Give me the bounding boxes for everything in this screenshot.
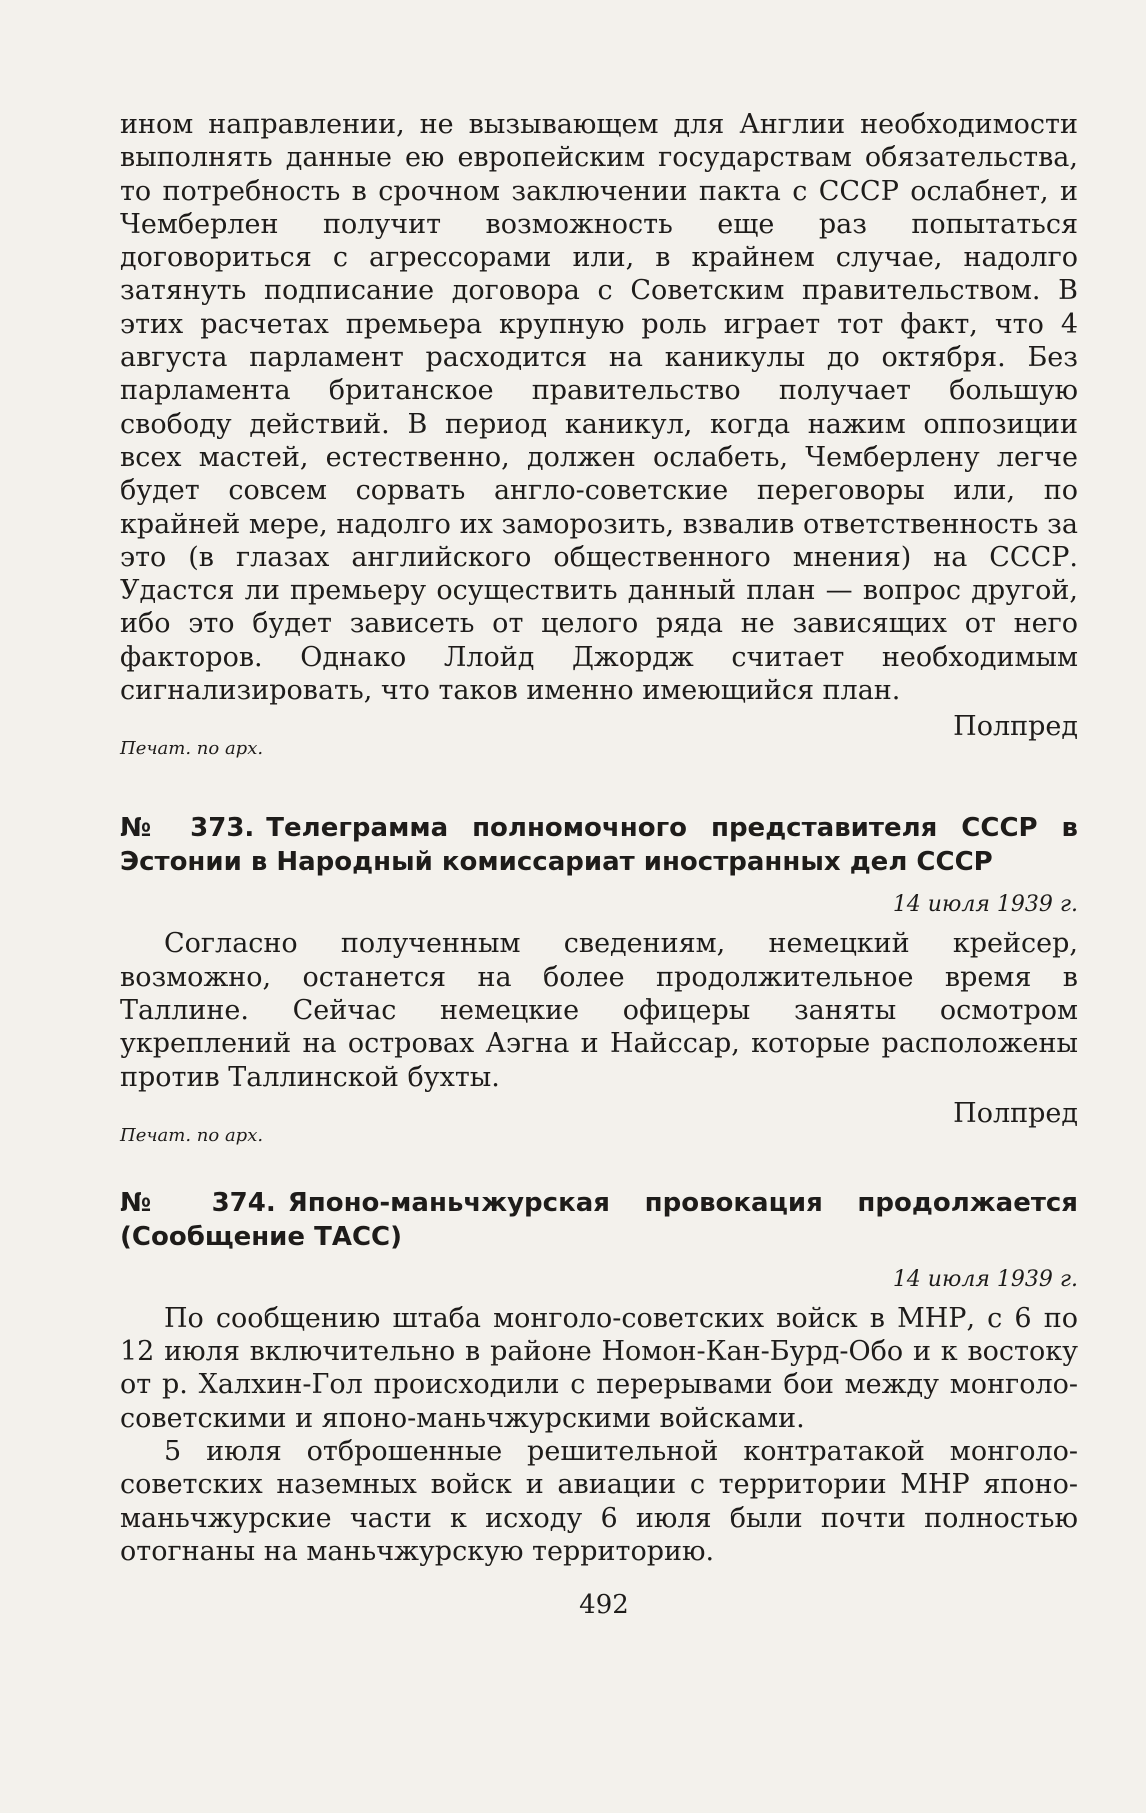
document-373-date: 14 июля 1939 г.: [892, 892, 1078, 918]
signature-row: [120, 711, 1078, 759]
signature: Полпред: [953, 711, 1078, 743]
continuation-paragraph: ином направлении, не вызывающем для Англии необходимости выполнять данные ею европейским государствам обязательства, то потребность в срочном заключении пакта с СССР ослабнет, и Чемберлен получит возможность еще раз попытаться договориться с агрессорами или, в крайнем случае, надолго затянуть подписание договора с Советским правительством. В этих расчетах премьера крупную роль играет тот факт, что 4 августа парламент расходится на каникулы до октября. Без парламента британское правительство получает большую свободу действий. В период каникул, когда нажим оппозиции всех мастей, естественно, должен ослабеть, Чемберлену легче будет совсем сорвать англо-советские переговоры или, по крайней мере, надолго их заморозить, взвалив ответственность за это (в глазах английского общественного мнения) на СССР. Удастся ли премьеру осуществить данный план — вопрос другой, ибо это будет зависеть от целого ряда не зависящих от него факторов. Однако Ллойд Джордж считает необходимым сигнализировать, что таков именно имеющийся план.: [120, 109, 1078, 707]
document-373-title: Телеграмма полномочного представителя СССР в Эстонии в Народный комиссариат иностранных дел СССР: [120, 813, 1078, 878]
document-374-paragraph-1: По сообщению штаба монголо-советских войск в МНР, с 6 по 12 июля включительно в районе Номон-Кан-Бурд-Обо и к востоку от р. Халхин-Гол происходили с перерывами бои между монголо-советскими и японо-маньчжурскими войсками.: [120, 1302, 1078, 1434]
document-374-paragraph-2: 5 июля отброшенные решительной контратакой монголо-советских наземных войск и авиации с территории МНР японо-маньчжурские части к исходу 6 июля были почти полностью отогнаны на маньчжурскую территорию.: [120, 1436, 1078, 1567]
document-373-heading: [120, 811, 1078, 879]
signature-row: [120, 1098, 1078, 1146]
document-373-paragraph: Согласно полученным сведениям, немецкий крейсер, возможно, останется на более продолжительное время в Таллине. Сейчас немецкие офицеры заняты осмотром укреплений на островах Аэгна и Найссар, которые расположены против Таллинской бухты.: [120, 928, 1078, 1093]
signature: Полпред: [953, 1097, 1078, 1129]
document-374-date: 14 июля 1939 г.: [892, 1266, 1078, 1292]
page-number: 492: [579, 1590, 629, 1621]
document-374-heading: [120, 1186, 1078, 1254]
document-373-number: № 373.: [120, 813, 255, 844]
source-note: Печат. по арх.: [120, 1124, 264, 1146]
source-note: Печат. по арх.: [120, 738, 264, 760]
document-374-title: Японо-маньчжурская провокация продолжается (Сообщение ТАСС): [120, 1187, 1078, 1252]
document-374-number: № 374.: [120, 1187, 276, 1218]
